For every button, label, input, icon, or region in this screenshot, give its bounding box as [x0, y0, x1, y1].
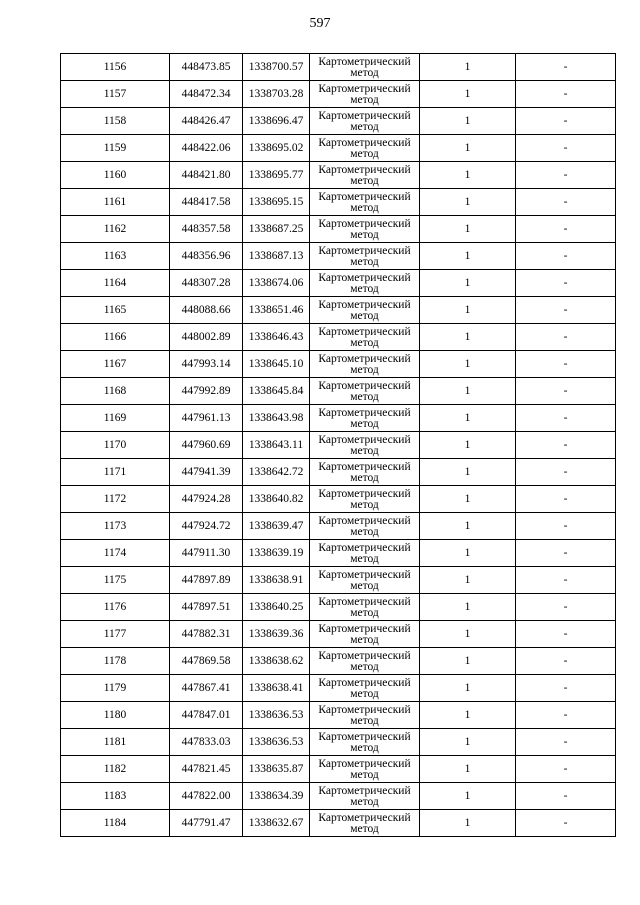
y-coordinate-cell: 1338638.41: [243, 675, 310, 702]
method-line-1: Картометрический: [318, 379, 411, 392]
y-coordinate-cell: 1338643.11: [243, 432, 310, 459]
y-coordinate-cell: 1338700.57: [243, 54, 310, 81]
x-coordinate-cell: 447847.01: [170, 702, 243, 729]
point-number-cell: 1177: [61, 621, 170, 648]
point-number-cell: 1166: [61, 324, 170, 351]
table-row: [61, 621, 616, 648]
accuracy-cell: 1: [420, 810, 516, 837]
y-coordinate-cell: 1338636.53: [243, 729, 310, 756]
method-line-1: Картометрический: [318, 703, 411, 716]
accuracy-cell: 1: [420, 135, 516, 162]
table-row: [61, 594, 616, 621]
method-line-1: Картометрический: [318, 784, 411, 797]
accuracy-cell: 1: [420, 324, 516, 351]
y-coordinate-cell: 1338695.15: [243, 189, 310, 216]
note-cell: -: [516, 189, 616, 216]
method-cell: [310, 81, 420, 108]
x-coordinate-cell: 447961.13: [170, 405, 243, 432]
method-line-1: Картометрический: [318, 757, 411, 770]
method-line-1: Картометрический: [318, 649, 411, 662]
table-row: [61, 432, 616, 459]
y-coordinate-cell: 1338639.47: [243, 513, 310, 540]
accuracy-cell: 1: [420, 567, 516, 594]
method-line-2: метод: [350, 444, 379, 457]
table-row: [61, 648, 616, 675]
method-line-2: метод: [350, 633, 379, 646]
method-cell: [310, 648, 420, 675]
method-line-2: метод: [350, 336, 379, 349]
note-cell: -: [516, 378, 616, 405]
y-coordinate-cell: 1338638.91: [243, 567, 310, 594]
method-line-1: Картометрический: [318, 271, 411, 284]
method-line-2: метод: [350, 795, 379, 808]
x-coordinate-cell: 447791.47: [170, 810, 243, 837]
method-line-1: Картометрический: [318, 433, 411, 446]
page-number: 597: [309, 16, 331, 31]
table-row: [61, 351, 616, 378]
method-cell: [310, 324, 420, 351]
point-number-cell: 1175: [61, 567, 170, 594]
table-row: [61, 405, 616, 432]
note-cell: -: [516, 54, 616, 81]
method-line-1: Картометрический: [318, 541, 411, 554]
method-line-2: метод: [350, 714, 379, 727]
method-cell: [310, 405, 420, 432]
point-number-cell: 1182: [61, 756, 170, 783]
method-line-2: метод: [350, 471, 379, 484]
point-number-cell: 1170: [61, 432, 170, 459]
y-coordinate-cell: 1338674.06: [243, 270, 310, 297]
note-cell: -: [516, 108, 616, 135]
note-cell: -: [516, 81, 616, 108]
method-line-2: метод: [350, 282, 379, 295]
method-cell: [310, 189, 420, 216]
method-line-2: метод: [350, 687, 379, 700]
x-coordinate-cell: 448473.85: [170, 54, 243, 81]
method-line-2: метод: [350, 498, 379, 511]
y-coordinate-cell: 1338632.67: [243, 810, 310, 837]
note-cell: -: [516, 756, 616, 783]
x-coordinate-cell: 447941.39: [170, 459, 243, 486]
method-line-2: метод: [350, 822, 379, 835]
y-coordinate-cell: 1338639.19: [243, 540, 310, 567]
y-coordinate-cell: 1338687.13: [243, 243, 310, 270]
method-line-2: метод: [350, 120, 379, 133]
accuracy-cell: 1: [420, 459, 516, 486]
y-coordinate-cell: 1338646.43: [243, 324, 310, 351]
y-coordinate-cell: 1338640.82: [243, 486, 310, 513]
x-coordinate-cell: 448356.96: [170, 243, 243, 270]
accuracy-cell: 1: [420, 621, 516, 648]
note-cell: -: [516, 162, 616, 189]
method-cell: [310, 567, 420, 594]
method-cell: [310, 351, 420, 378]
table-row: [61, 189, 616, 216]
note-cell: -: [516, 216, 616, 243]
accuracy-cell: 1: [420, 108, 516, 135]
method-line-1: Картометрический: [318, 109, 411, 122]
method-line-2: метод: [350, 741, 379, 754]
note-cell: -: [516, 783, 616, 810]
x-coordinate-cell: 447924.72: [170, 513, 243, 540]
method-cell: [310, 54, 420, 81]
y-coordinate-cell: 1338645.84: [243, 378, 310, 405]
y-coordinate-cell: 1338639.36: [243, 621, 310, 648]
accuracy-cell: 1: [420, 756, 516, 783]
method-line-2: метод: [350, 525, 379, 538]
table-row: [61, 162, 616, 189]
method-cell: [310, 243, 420, 270]
point-number-cell: 1163: [61, 243, 170, 270]
x-coordinate-cell: 447867.41: [170, 675, 243, 702]
x-coordinate-cell: 448417.58: [170, 189, 243, 216]
table-row: [61, 810, 616, 837]
method-line-1: Картометрический: [318, 514, 411, 527]
point-number-cell: 1178: [61, 648, 170, 675]
method-cell: [310, 783, 420, 810]
accuracy-cell: 1: [420, 81, 516, 108]
method-cell: [310, 594, 420, 621]
y-coordinate-cell: 1338695.77: [243, 162, 310, 189]
method-line-2: метод: [350, 660, 379, 673]
point-number-cell: 1159: [61, 135, 170, 162]
method-line-2: метод: [350, 606, 379, 619]
table-row: [61, 486, 616, 513]
method-line-1: Картометрический: [318, 352, 411, 365]
note-cell: -: [516, 675, 616, 702]
method-line-2: метод: [350, 552, 379, 565]
note-cell: -: [516, 540, 616, 567]
table-row: [61, 81, 616, 108]
table-row: [61, 135, 616, 162]
method-line-2: метод: [350, 147, 379, 160]
table-row: [61, 702, 616, 729]
method-cell: [310, 432, 420, 459]
y-coordinate-cell: 1338638.62: [243, 648, 310, 675]
x-coordinate-cell: 447869.58: [170, 648, 243, 675]
note-cell: -: [516, 513, 616, 540]
method-cell: [310, 729, 420, 756]
note-cell: -: [516, 567, 616, 594]
note-cell: -: [516, 270, 616, 297]
point-number-cell: 1171: [61, 459, 170, 486]
method-cell: [310, 702, 420, 729]
method-line-1: Картометрический: [318, 487, 411, 500]
note-cell: -: [516, 405, 616, 432]
method-cell: [310, 756, 420, 783]
y-coordinate-cell: 1338636.53: [243, 702, 310, 729]
note-cell: -: [516, 432, 616, 459]
note-cell: -: [516, 324, 616, 351]
method-line-1: Картометрический: [318, 676, 411, 689]
y-coordinate-cell: 1338703.28: [243, 81, 310, 108]
x-coordinate-cell: 448307.28: [170, 270, 243, 297]
x-coordinate-cell: 447897.51: [170, 594, 243, 621]
x-coordinate-cell: 448422.06: [170, 135, 243, 162]
table-row: [61, 108, 616, 135]
method-cell: [310, 297, 420, 324]
point-number-cell: 1156: [61, 54, 170, 81]
x-coordinate-cell: 447897.89: [170, 567, 243, 594]
note-cell: -: [516, 243, 616, 270]
method-cell: [310, 135, 420, 162]
method-line-2: метод: [350, 579, 379, 592]
accuracy-cell: 1: [420, 675, 516, 702]
table-row: [61, 297, 616, 324]
table-row: [61, 729, 616, 756]
x-coordinate-cell: 447993.14: [170, 351, 243, 378]
point-number-cell: 1168: [61, 378, 170, 405]
method-line-1: Картометрический: [318, 55, 411, 68]
x-coordinate-cell: 448002.89: [170, 324, 243, 351]
method-line-2: метод: [350, 363, 379, 376]
accuracy-cell: 1: [420, 405, 516, 432]
point-number-cell: 1181: [61, 729, 170, 756]
note-cell: -: [516, 594, 616, 621]
accuracy-cell: 1: [420, 270, 516, 297]
accuracy-cell: 1: [420, 540, 516, 567]
table-row: [61, 540, 616, 567]
table-row: [61, 270, 616, 297]
point-number-cell: 1160: [61, 162, 170, 189]
point-number-cell: 1167: [61, 351, 170, 378]
method-line-1: Картометрический: [318, 163, 411, 176]
point-number-cell: 1158: [61, 108, 170, 135]
x-coordinate-cell: 447992.89: [170, 378, 243, 405]
y-coordinate-cell: 1338651.46: [243, 297, 310, 324]
method-line-2: метод: [350, 93, 379, 106]
y-coordinate-cell: 1338635.87: [243, 756, 310, 783]
y-coordinate-cell: 1338643.98: [243, 405, 310, 432]
table-row: [61, 459, 616, 486]
point-number-cell: 1180: [61, 702, 170, 729]
x-coordinate-cell: 447821.45: [170, 756, 243, 783]
table-row: [61, 243, 616, 270]
accuracy-cell: 1: [420, 432, 516, 459]
method-line-1: Картометрический: [318, 406, 411, 419]
method-cell: [310, 810, 420, 837]
accuracy-cell: 1: [420, 648, 516, 675]
method-line-1: Картометрический: [318, 595, 411, 608]
coordinates-table: [60, 53, 616, 837]
table-row: [61, 216, 616, 243]
method-cell: [310, 378, 420, 405]
table-body: [61, 54, 616, 837]
x-coordinate-cell: 447924.28: [170, 486, 243, 513]
method-line-1: Картометрический: [318, 325, 411, 338]
accuracy-cell: 1: [420, 486, 516, 513]
point-number-cell: 1162: [61, 216, 170, 243]
method-cell: [310, 675, 420, 702]
method-cell: [310, 540, 420, 567]
point-number-cell: 1176: [61, 594, 170, 621]
point-number-cell: 1183: [61, 783, 170, 810]
method-line-2: метод: [350, 201, 379, 214]
y-coordinate-cell: 1338695.02: [243, 135, 310, 162]
method-cell: [310, 486, 420, 513]
method-line-1: Картометрический: [318, 136, 411, 149]
method-line-2: метод: [350, 309, 379, 322]
accuracy-cell: 1: [420, 162, 516, 189]
note-cell: -: [516, 486, 616, 513]
method-line-2: метод: [350, 174, 379, 187]
note-cell: -: [516, 621, 616, 648]
point-number-cell: 1165: [61, 297, 170, 324]
accuracy-cell: 1: [420, 594, 516, 621]
note-cell: -: [516, 729, 616, 756]
point-number-cell: 1164: [61, 270, 170, 297]
x-coordinate-cell: 447882.31: [170, 621, 243, 648]
note-cell: -: [516, 810, 616, 837]
y-coordinate-cell: 1338696.47: [243, 108, 310, 135]
point-number-cell: 1173: [61, 513, 170, 540]
note-cell: -: [516, 135, 616, 162]
method-line-1: Картометрический: [318, 730, 411, 743]
table-row: [61, 54, 616, 81]
x-coordinate-cell: 447960.69: [170, 432, 243, 459]
accuracy-cell: 1: [420, 729, 516, 756]
note-cell: -: [516, 702, 616, 729]
method-line-2: метод: [350, 390, 379, 403]
method-cell: [310, 459, 420, 486]
table-row: [61, 756, 616, 783]
accuracy-cell: 1: [420, 54, 516, 81]
point-number-cell: 1184: [61, 810, 170, 837]
x-coordinate-cell: 448421.80: [170, 162, 243, 189]
x-coordinate-cell: 447911.30: [170, 540, 243, 567]
y-coordinate-cell: 1338687.25: [243, 216, 310, 243]
method-cell: [310, 108, 420, 135]
accuracy-cell: 1: [420, 702, 516, 729]
accuracy-cell: 1: [420, 783, 516, 810]
method-line-2: метод: [350, 768, 379, 781]
method-cell: [310, 621, 420, 648]
table-row: [61, 675, 616, 702]
method-line-1: Картометрический: [318, 811, 411, 824]
table-row: [61, 324, 616, 351]
note-cell: -: [516, 297, 616, 324]
point-number-cell: 1179: [61, 675, 170, 702]
table-row: [61, 567, 616, 594]
accuracy-cell: 1: [420, 513, 516, 540]
x-coordinate-cell: 448357.58: [170, 216, 243, 243]
x-coordinate-cell: 447822.00: [170, 783, 243, 810]
point-number-cell: 1174: [61, 540, 170, 567]
accuracy-cell: 1: [420, 216, 516, 243]
method-line-1: Картометрический: [318, 460, 411, 473]
method-line-1: Картометрический: [318, 190, 411, 203]
note-cell: -: [516, 648, 616, 675]
table-row: [61, 378, 616, 405]
method-line-1: Картометрический: [318, 298, 411, 311]
method-line-2: метод: [350, 255, 379, 268]
accuracy-cell: 1: [420, 378, 516, 405]
x-coordinate-cell: 448426.47: [170, 108, 243, 135]
point-number-cell: 1172: [61, 486, 170, 513]
method-cell: [310, 162, 420, 189]
x-coordinate-cell: 448472.34: [170, 81, 243, 108]
method-line-1: Картометрический: [318, 622, 411, 635]
y-coordinate-cell: 1338640.25: [243, 594, 310, 621]
y-coordinate-cell: 1338642.72: [243, 459, 310, 486]
method-line-1: Картометрический: [318, 244, 411, 257]
accuracy-cell: 1: [420, 189, 516, 216]
method-line-2: метод: [350, 417, 379, 430]
x-coordinate-cell: 447833.03: [170, 729, 243, 756]
y-coordinate-cell: 1338645.10: [243, 351, 310, 378]
method-line-1: Картометрический: [318, 217, 411, 230]
table-row: [61, 513, 616, 540]
table-row: [61, 783, 616, 810]
point-number-cell: 1157: [61, 81, 170, 108]
accuracy-cell: 1: [420, 243, 516, 270]
method-line-2: метод: [350, 66, 379, 79]
note-cell: -: [516, 351, 616, 378]
method-line-1: Картометрический: [318, 82, 411, 95]
x-coordinate-cell: 448088.66: [170, 297, 243, 324]
y-coordinate-cell: 1338634.39: [243, 783, 310, 810]
method-cell: [310, 216, 420, 243]
method-cell: [310, 270, 420, 297]
point-number-cell: 1169: [61, 405, 170, 432]
point-number-cell: 1161: [61, 189, 170, 216]
accuracy-cell: 1: [420, 297, 516, 324]
method-cell: [310, 513, 420, 540]
method-line-2: метод: [350, 228, 379, 241]
note-cell: -: [516, 459, 616, 486]
method-line-1: Картометрический: [318, 568, 411, 581]
accuracy-cell: 1: [420, 351, 516, 378]
